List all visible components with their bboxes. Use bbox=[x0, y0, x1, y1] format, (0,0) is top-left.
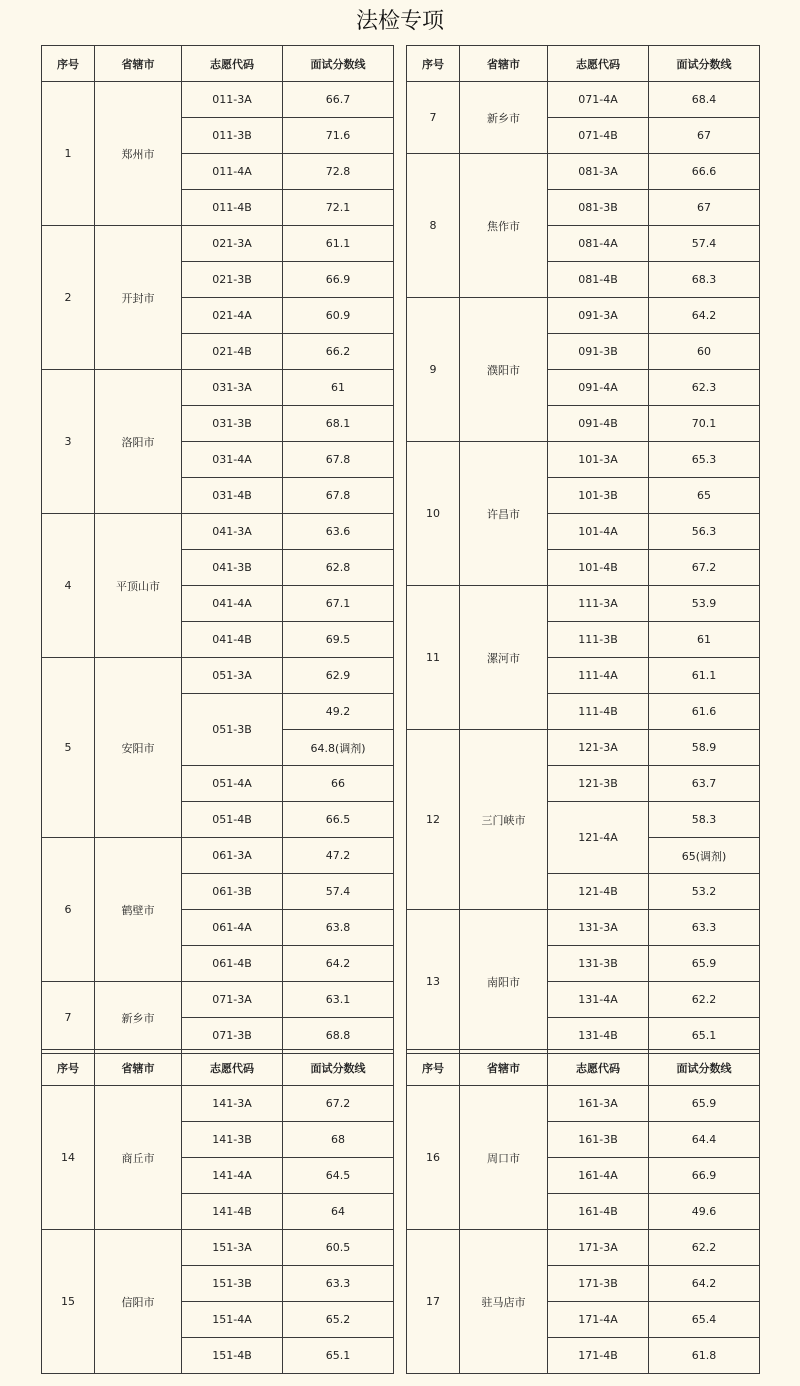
table-row bbox=[42, 1230, 394, 1266]
code-cell: 061-4A bbox=[182, 910, 283, 946]
table-row bbox=[42, 838, 394, 874]
code-cell: 061-4B bbox=[182, 946, 283, 982]
seq-cell: 5 bbox=[42, 658, 95, 838]
score-cell: 64.4 bbox=[649, 1122, 760, 1158]
code-cell: 081-4B bbox=[548, 262, 649, 298]
table-row bbox=[407, 730, 760, 766]
code-cell: 021-3A bbox=[182, 226, 283, 262]
score-cell: 58.9 bbox=[649, 730, 760, 766]
city-cell: 焦作市 bbox=[460, 154, 548, 298]
code-cell: 151-3B bbox=[182, 1266, 283, 1302]
city-cell: 南阳市 bbox=[460, 910, 548, 1054]
table-header-row bbox=[407, 1050, 760, 1086]
header-score: 面试分数线 bbox=[649, 1050, 760, 1086]
code-cell: 071-4A bbox=[548, 82, 649, 118]
code-cell: 161-3B bbox=[548, 1122, 649, 1158]
score-cell: 67.8 bbox=[283, 442, 394, 478]
score-cell: 72.1 bbox=[283, 190, 394, 226]
code-cell: 031-4A bbox=[182, 442, 283, 478]
city-cell: 三门峡市 bbox=[460, 730, 548, 910]
header-score: 面试分数线 bbox=[649, 46, 760, 82]
score-table-top-left bbox=[41, 45, 394, 1054]
score-cell: 63.7 bbox=[649, 766, 760, 802]
header-seq: 序号 bbox=[42, 46, 95, 82]
code-cell: 021-4B bbox=[182, 334, 283, 370]
seq-cell: 10 bbox=[407, 442, 460, 586]
score-cell: 65.9 bbox=[649, 1086, 760, 1122]
city-cell: 信阳市 bbox=[95, 1230, 182, 1374]
seq-cell: 3 bbox=[42, 370, 95, 514]
header-code: 志愿代码 bbox=[182, 1050, 283, 1086]
table-row bbox=[42, 82, 394, 118]
header-code: 志愿代码 bbox=[548, 1050, 649, 1086]
score-table-bottom-right bbox=[406, 1049, 760, 1374]
code-cell: 061-3B bbox=[182, 874, 283, 910]
seq-cell: 4 bbox=[42, 514, 95, 658]
score-cell: 62.8 bbox=[283, 550, 394, 586]
score-cell: 62.2 bbox=[649, 1230, 760, 1266]
code-cell: 101-3B bbox=[548, 478, 649, 514]
page-title: 法检专项 bbox=[355, 9, 444, 34]
score-cell: 53.2 bbox=[649, 874, 760, 910]
score-cell: 57.4 bbox=[649, 226, 760, 262]
score-cell: 67.2 bbox=[283, 1086, 394, 1122]
score-cell: 62.9 bbox=[283, 658, 394, 694]
code-cell: 071-4B bbox=[548, 118, 649, 154]
code-cell: 121-4B bbox=[548, 874, 649, 910]
score-cell: 67.8 bbox=[283, 478, 394, 514]
seq-cell: 2 bbox=[42, 226, 95, 370]
score-cell: 65.4 bbox=[649, 1302, 760, 1338]
code-cell: 021-3B bbox=[182, 262, 283, 298]
city-cell: 平顶山市 bbox=[95, 514, 182, 658]
seq-cell: 1 bbox=[42, 82, 95, 226]
score-cell: 47.2 bbox=[283, 838, 394, 874]
score-cell: 65.2 bbox=[283, 1302, 394, 1338]
table-row bbox=[407, 442, 760, 478]
score-cell: 61.8 bbox=[649, 1338, 760, 1374]
score-cell: 61.6 bbox=[649, 694, 760, 730]
table-row bbox=[407, 910, 760, 946]
score-cell: 68.3 bbox=[649, 262, 760, 298]
score-cell: 57.4 bbox=[283, 874, 394, 910]
code-cell: 011-3A bbox=[182, 82, 283, 118]
score-cell: 67.1 bbox=[283, 586, 394, 622]
seq-cell: 15 bbox=[42, 1230, 95, 1374]
score-cell: 67 bbox=[649, 190, 760, 226]
code-cell: 081-3B bbox=[548, 190, 649, 226]
score-cell: 60.5 bbox=[283, 1230, 394, 1266]
score-cell: 60.9 bbox=[283, 298, 394, 334]
code-cell: 101-4A bbox=[548, 514, 649, 550]
seq-cell: 17 bbox=[407, 1230, 460, 1374]
city-cell: 洛阳市 bbox=[95, 370, 182, 514]
seq-cell: 11 bbox=[407, 586, 460, 730]
city-cell: 濮阳市 bbox=[460, 298, 548, 442]
score-cell: 67 bbox=[649, 118, 760, 154]
code-cell: 151-3A bbox=[182, 1230, 283, 1266]
code-cell: 091-4A bbox=[548, 370, 649, 406]
table-header-row bbox=[407, 46, 760, 82]
code-cell: 171-4B bbox=[548, 1338, 649, 1374]
city-cell: 新乡市 bbox=[95, 982, 182, 1054]
table-header-row bbox=[42, 46, 394, 82]
score-cell: 63.8 bbox=[283, 910, 394, 946]
code-cell: 121-4A bbox=[548, 802, 649, 874]
score-cell: 70.1 bbox=[649, 406, 760, 442]
table-row bbox=[42, 514, 394, 550]
score-cell: 65(调剂) bbox=[649, 838, 760, 874]
score-cell: 72.8 bbox=[283, 154, 394, 190]
city-cell: 漯河市 bbox=[460, 586, 548, 730]
table-row bbox=[42, 1086, 394, 1122]
code-cell: 111-3A bbox=[548, 586, 649, 622]
table-row bbox=[42, 982, 394, 1018]
code-cell: 121-3B bbox=[548, 766, 649, 802]
code-cell: 071-3A bbox=[182, 982, 283, 1018]
header-city: 省辖市 bbox=[460, 1050, 548, 1086]
code-cell: 111-3B bbox=[548, 622, 649, 658]
header-code: 志愿代码 bbox=[182, 46, 283, 82]
score-table-bottom-left bbox=[41, 1049, 394, 1374]
score-cell: 67.2 bbox=[649, 550, 760, 586]
code-cell: 101-3A bbox=[548, 442, 649, 478]
score-cell: 65.9 bbox=[649, 946, 760, 982]
score-cell: 64.8(调剂) bbox=[283, 730, 394, 766]
code-cell: 041-4A bbox=[182, 586, 283, 622]
city-cell: 商丘市 bbox=[95, 1086, 182, 1230]
score-cell: 66.6 bbox=[649, 154, 760, 190]
seq-cell: 12 bbox=[407, 730, 460, 910]
score-cell: 64.2 bbox=[649, 298, 760, 334]
header-code: 志愿代码 bbox=[548, 46, 649, 82]
code-cell: 091-4B bbox=[548, 406, 649, 442]
score-cell: 60 bbox=[649, 334, 760, 370]
score-cell: 66.9 bbox=[649, 1158, 760, 1194]
table-row bbox=[407, 154, 760, 190]
score-cell: 71.6 bbox=[283, 118, 394, 154]
seq-cell: 14 bbox=[42, 1086, 95, 1230]
score-cell: 63.6 bbox=[283, 514, 394, 550]
seq-cell: 6 bbox=[42, 838, 95, 982]
code-cell: 051-4B bbox=[182, 802, 283, 838]
code-cell: 111-4A bbox=[548, 658, 649, 694]
code-cell: 041-3B bbox=[182, 550, 283, 586]
city-cell: 新乡市 bbox=[460, 82, 548, 154]
score-cell: 64.2 bbox=[649, 1266, 760, 1302]
city-cell: 许昌市 bbox=[460, 442, 548, 586]
header-city: 省辖市 bbox=[95, 46, 182, 82]
code-cell: 161-3A bbox=[548, 1086, 649, 1122]
score-cell: 53.9 bbox=[649, 586, 760, 622]
score-cell: 62.3 bbox=[649, 370, 760, 406]
city-cell: 开封市 bbox=[95, 226, 182, 370]
city-cell: 驻马店市 bbox=[460, 1230, 548, 1374]
seq-cell: 9 bbox=[407, 298, 460, 442]
score-cell: 56.3 bbox=[649, 514, 760, 550]
code-cell: 141-3B bbox=[182, 1122, 283, 1158]
header-seq: 序号 bbox=[407, 46, 460, 82]
code-cell: 081-3A bbox=[548, 154, 649, 190]
score-cell: 65 bbox=[649, 478, 760, 514]
score-cell: 64 bbox=[283, 1194, 394, 1230]
code-cell: 011-4A bbox=[182, 154, 283, 190]
score-cell: 66.2 bbox=[283, 334, 394, 370]
code-cell: 131-4B bbox=[548, 1018, 649, 1054]
score-cell: 66.9 bbox=[283, 262, 394, 298]
table-row bbox=[407, 298, 760, 334]
code-cell: 041-3A bbox=[182, 514, 283, 550]
city-cell: 郑州市 bbox=[95, 82, 182, 226]
header-seq: 序号 bbox=[42, 1050, 95, 1086]
code-cell: 051-3A bbox=[182, 658, 283, 694]
code-cell: 161-4B bbox=[548, 1194, 649, 1230]
table-row bbox=[407, 1230, 760, 1266]
header-score: 面试分数线 bbox=[283, 1050, 394, 1086]
code-cell: 111-4B bbox=[548, 694, 649, 730]
code-cell: 091-3A bbox=[548, 298, 649, 334]
code-cell: 031-3B bbox=[182, 406, 283, 442]
header-score: 面试分数线 bbox=[283, 46, 394, 82]
code-cell: 171-3A bbox=[548, 1230, 649, 1266]
code-cell: 011-4B bbox=[182, 190, 283, 226]
code-cell: 171-3B bbox=[548, 1266, 649, 1302]
score-cell: 65.1 bbox=[283, 1338, 394, 1374]
code-cell: 131-3B bbox=[548, 946, 649, 982]
score-cell: 66 bbox=[283, 766, 394, 802]
score-cell: 64.2 bbox=[283, 946, 394, 982]
seq-cell: 7 bbox=[42, 982, 95, 1054]
city-cell: 安阳市 bbox=[95, 658, 182, 838]
score-cell: 49.6 bbox=[649, 1194, 760, 1230]
code-cell: 141-4A bbox=[182, 1158, 283, 1194]
code-cell: 081-4A bbox=[548, 226, 649, 262]
score-cell: 68.1 bbox=[283, 406, 394, 442]
code-cell: 101-4B bbox=[548, 550, 649, 586]
code-cell: 141-4B bbox=[182, 1194, 283, 1230]
seq-cell: 13 bbox=[407, 910, 460, 1054]
table-row bbox=[42, 658, 394, 694]
city-cell: 周口市 bbox=[460, 1086, 548, 1230]
code-cell: 051-4A bbox=[182, 766, 283, 802]
score-cell: 61 bbox=[283, 370, 394, 406]
code-cell: 051-3B bbox=[182, 694, 283, 766]
score-table-top-right bbox=[406, 45, 760, 1054]
code-cell: 161-4A bbox=[548, 1158, 649, 1194]
seq-cell: 8 bbox=[407, 154, 460, 298]
score-cell: 61 bbox=[649, 622, 760, 658]
score-cell: 68 bbox=[283, 1122, 394, 1158]
seq-cell: 16 bbox=[407, 1086, 460, 1230]
score-cell: 63.3 bbox=[283, 1266, 394, 1302]
seq-cell: 7 bbox=[407, 82, 460, 154]
code-cell: 031-4B bbox=[182, 478, 283, 514]
table-row bbox=[42, 226, 394, 262]
code-cell: 121-3A bbox=[548, 730, 649, 766]
code-cell: 021-4A bbox=[182, 298, 283, 334]
score-cell: 63.3 bbox=[649, 910, 760, 946]
score-cell: 66.7 bbox=[283, 82, 394, 118]
table-row bbox=[407, 1086, 760, 1122]
code-cell: 071-3B bbox=[182, 1018, 283, 1054]
code-cell: 141-3A bbox=[182, 1086, 283, 1122]
code-cell: 091-3B bbox=[548, 334, 649, 370]
header-city: 省辖市 bbox=[95, 1050, 182, 1086]
score-cell: 65.3 bbox=[649, 442, 760, 478]
code-cell: 171-4A bbox=[548, 1302, 649, 1338]
table-row bbox=[42, 370, 394, 406]
score-cell: 69.5 bbox=[283, 622, 394, 658]
score-cell: 49.2 bbox=[283, 694, 394, 730]
table-row bbox=[407, 586, 760, 622]
score-cell: 61.1 bbox=[649, 658, 760, 694]
code-cell: 151-4B bbox=[182, 1338, 283, 1374]
city-cell: 鹤壁市 bbox=[95, 838, 182, 982]
table-header-row bbox=[42, 1050, 394, 1086]
code-cell: 061-3A bbox=[182, 838, 283, 874]
score-cell: 68.4 bbox=[649, 82, 760, 118]
score-cell: 61.1 bbox=[283, 226, 394, 262]
header-seq: 序号 bbox=[407, 1050, 460, 1086]
code-cell: 031-3A bbox=[182, 370, 283, 406]
score-cell: 64.5 bbox=[283, 1158, 394, 1194]
code-cell: 011-3B bbox=[182, 118, 283, 154]
score-cell: 68.8 bbox=[283, 1018, 394, 1054]
code-cell: 131-3A bbox=[548, 910, 649, 946]
code-cell: 041-4B bbox=[182, 622, 283, 658]
score-cell: 63.1 bbox=[283, 982, 394, 1018]
header-city: 省辖市 bbox=[460, 46, 548, 82]
score-cell: 66.5 bbox=[283, 802, 394, 838]
score-cell: 62.2 bbox=[649, 982, 760, 1018]
code-cell: 151-4A bbox=[182, 1302, 283, 1338]
code-cell: 131-4A bbox=[548, 982, 649, 1018]
table-row bbox=[407, 82, 760, 118]
score-cell: 65.1 bbox=[649, 1018, 760, 1054]
score-cell: 58.3 bbox=[649, 802, 760, 838]
